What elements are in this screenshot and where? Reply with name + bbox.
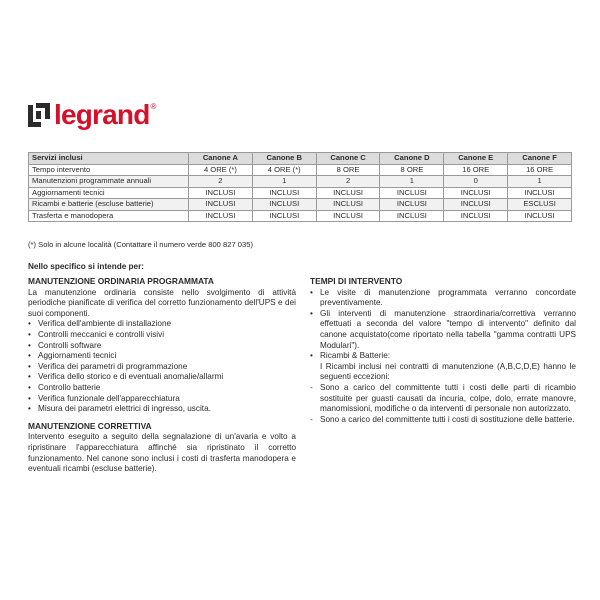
sub-list-item-text: - Sono a carico del committente tutti i costi delle parti di ricambio sostituite per guasti causati da incuria, colpe, dolo, errate manovre, manomissioni, modifiche o da interventi di personale non autorizzato. xyxy=(320,382,576,414)
table-row xyxy=(29,176,572,188)
column-header: Canone C xyxy=(316,153,380,165)
table-header-row xyxy=(29,153,572,165)
column-header: Canone A xyxy=(189,153,253,165)
table-cell: INCLUSI xyxy=(444,187,508,199)
table-cell: INCLUSI xyxy=(189,210,253,222)
list-item: • Verifica funzionale dell'apparecchiatura xyxy=(28,394,296,405)
table-cell: 1 xyxy=(380,176,444,188)
table-cell: 8 ORE xyxy=(380,164,444,176)
table-cell: Ricambi e batterie (escluse batterie) xyxy=(29,199,189,211)
table-row xyxy=(29,187,572,199)
table-cell: INCLUSI xyxy=(508,187,572,199)
tempi-list xyxy=(310,288,576,362)
list-item xyxy=(310,288,576,309)
table-cell: INCLUSI xyxy=(316,210,380,222)
table-cell: INCLUSI xyxy=(316,199,380,211)
table-cell: 8 ORE xyxy=(316,164,380,176)
table-cell: 1 xyxy=(252,176,316,188)
ricambi-sub-list xyxy=(310,383,576,425)
table-cell: ESCLUSI xyxy=(508,199,572,211)
table-cell: 2 xyxy=(316,176,380,188)
table-cell: Aggiornamenti tecnici xyxy=(29,187,189,199)
ordinaria-list xyxy=(28,319,296,414)
table-cell: INCLUSI xyxy=(380,210,444,222)
table-cell: INCLUSI xyxy=(252,199,316,211)
list-item xyxy=(310,309,576,351)
table-cell: Tempo intervento xyxy=(29,164,189,176)
registered-mark: ® xyxy=(150,102,157,111)
table-cell: 16 ORE xyxy=(444,164,508,176)
column-header: Canone F xyxy=(508,153,572,165)
table-row xyxy=(29,164,572,176)
list-item: • Misura dei parametri elettrici di ingresso, uscita. xyxy=(28,404,296,415)
table-cell: INCLUSI xyxy=(189,187,253,199)
list-item: • Verifica dello storico e di eventuali anomalie/allarmi xyxy=(28,372,296,383)
column-header: Canone D xyxy=(380,153,444,165)
sub-list-item xyxy=(310,383,576,415)
sub-list-item-text: - Sono a carico del committente tutti i costi di sostituzione delle batterie. xyxy=(320,414,575,424)
table-row xyxy=(29,199,572,211)
table-cell: 2 xyxy=(189,176,253,188)
services-table xyxy=(28,152,572,222)
list-item: • Controllo batterie xyxy=(28,383,296,394)
list-item: • Ricambi & Batterie: xyxy=(310,351,576,362)
table-cell: 16 ORE xyxy=(508,164,572,176)
intro-heading: Nello specifico si intende per: xyxy=(28,262,145,271)
table-cell: 0 xyxy=(444,176,508,188)
table-cell: INCLUSI xyxy=(444,199,508,211)
legrand-bracket-logo-icon xyxy=(28,103,50,127)
table-footnote: (*) Solo in alcune località (Contattare il numero verde 800 827 035) xyxy=(28,240,253,249)
table-cell: INCLUSI xyxy=(380,187,444,199)
legrand-logo xyxy=(28,100,156,130)
section-text-correttiva: Intervento eseguito a seguito della segnalazione di un'avaria e volto a ripristinare l'apparecchiatura affinché sia ripristinato il corretto funzionamento. Nel canone sono inclusi i costi di trasferta manodopera e eventuali ricambi (escluse batterie). xyxy=(28,432,296,474)
right-column xyxy=(310,276,576,425)
section-text-ordinaria: La manutenzione ordinaria consiste nello svolgimento di attività periodiche pianificate di verifica del corretto funzionamento dell'UPS e dei suoi componenti. xyxy=(28,287,296,318)
section-title-ordinaria: MANUTENZIONE ORDINARIA PROGRAMMATA xyxy=(28,276,214,286)
table-row xyxy=(29,210,572,222)
column-header: Servizi inclusi xyxy=(29,153,189,165)
list-item-text: • Gli interventi di manutenzione straordinaria/correttiva verranno effettuati a seconda del valore "tempo di intervento" definito dal canone acquistato(come riportato nella tabella "gamma contratti UPS Modulari"). xyxy=(320,308,576,350)
table-cell: 1 xyxy=(508,176,572,188)
brand-name: legrand xyxy=(54,99,150,130)
table-cell: 4 ORE (*) xyxy=(252,164,316,176)
section-title-tempi: TEMPI DI INTERVENTO xyxy=(310,276,403,286)
table-cell: Trasferta e manodopera xyxy=(29,210,189,222)
table-cell: INCLUSI xyxy=(189,199,253,211)
list-item: • Verifica dei parametri di programmazione xyxy=(28,362,296,373)
table-cell: INCLUSI xyxy=(380,199,444,211)
column-header: Canone B xyxy=(252,153,316,165)
table-cell: 4 ORE (*) xyxy=(189,164,253,176)
table-cell: INCLUSI xyxy=(316,187,380,199)
list-item: • Aggiornamenti tecnici xyxy=(28,351,296,362)
table-cell: INCLUSI xyxy=(252,210,316,222)
table-cell: INCLUSI xyxy=(508,210,572,222)
list-item-text: • Le visite di manutenzione programmata verranno concordate preventivamente. xyxy=(320,287,576,308)
section-title-correttiva: MANUTENZIONE CORRETTIVA xyxy=(28,420,152,431)
sub-list-item xyxy=(310,415,576,426)
table-cell: INCLUSI xyxy=(444,210,508,222)
table-cell: Manutenzioni programmate annuali xyxy=(29,176,189,188)
list-item: • Controlli meccanici e controlli visivi xyxy=(28,330,296,341)
ricambi-text: I Ricambi inclusi nei contratti di manutenzione (A,B,C,D,E) hanno le seguenti eccezioni: xyxy=(320,361,576,382)
list-item: • Verifica dell'ambiente di installazione xyxy=(28,319,296,330)
column-header: Canone E xyxy=(444,153,508,165)
left-column xyxy=(28,276,296,475)
list-item: • Controlli software xyxy=(28,341,296,352)
table-cell: INCLUSI xyxy=(252,187,316,199)
